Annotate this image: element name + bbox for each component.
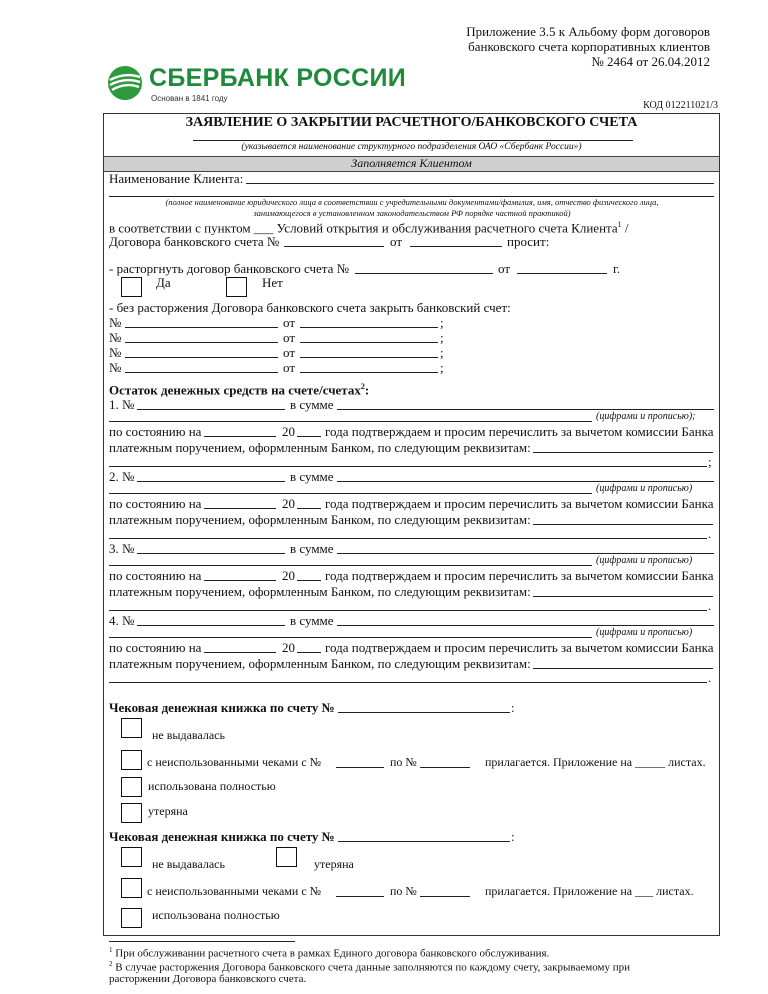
- balance-payment-text: платежным поручением, оформленным Банком, по следующим реквизитам:: [109, 512, 531, 527]
- checkbook-account-field[interactable]: [338, 712, 510, 713]
- branch-name-line[interactable]: [193, 140, 633, 141]
- unused-checks-checkbox[interactable]: [121, 878, 142, 898]
- close-account-semicolon: ;: [440, 330, 444, 345]
- balance-requisites-field-2[interactable]: [109, 466, 707, 467]
- footnote-separator: [109, 941, 295, 942]
- balance-sum-words-field[interactable]: [109, 637, 592, 638]
- balance-end-mark: ;: [708, 454, 712, 469]
- terminate-year-suffix: г.: [613, 261, 621, 276]
- balance-sum-label: в сумме: [290, 613, 334, 628]
- unused-checks-from-field[interactable]: [336, 767, 384, 768]
- balance-heading: Остаток денежных средств на счете/счетах$^2$:: [109, 382, 370, 398]
- close-account-semicolon: ;: [440, 315, 444, 330]
- balance-sum-note: (цифрами и прописью): [596, 627, 693, 638]
- footnote-2-continued: расторжении Договора банковского счета.: [109, 973, 307, 985]
- form-code: КОД 012211021/3: [643, 100, 718, 111]
- balance-state-label: по состоянию на: [109, 496, 202, 511]
- balance-year-field[interactable]: [297, 436, 321, 437]
- balance-state-date-field[interactable]: [204, 436, 276, 437]
- close-account-date-field[interactable]: [300, 372, 438, 373]
- balance-confirm-text: года подтверждаем и просим перечислить за вычетом комиссии Банка: [325, 424, 714, 439]
- not-issued-label: не выдавалась: [152, 728, 225, 742]
- account-number-sign: №: [109, 345, 122, 360]
- unused-checks-to-field[interactable]: [420, 767, 470, 768]
- close-account-from-label: от: [283, 360, 296, 375]
- used-fully-checkbox[interactable]: [121, 908, 142, 928]
- contract-date-field[interactable]: [410, 246, 502, 247]
- balance-sum-label: в сумме: [290, 397, 334, 412]
- balance-account-label: 1. №: [109, 397, 135, 412]
- checkbook-heading: Чековая денежная книжка по счету №: [109, 700, 335, 715]
- logo-tagline: Основан в 1841 году: [151, 94, 228, 103]
- balance-sum-note: (цифрами и прописью);: [596, 411, 696, 422]
- balance-requisites-field-2[interactable]: [109, 538, 707, 539]
- unused-checks-from-field[interactable]: [336, 896, 384, 897]
- accordance-line: в соответствии с пунктом ___ Условий открытия и обслуживания расчетного счета Клиента$^1$ /: [109, 220, 629, 236]
- unused-checks-from-label: с неиспользованными чеками с №: [147, 755, 322, 769]
- unused-checks-attached-label: прилагается. Приложение на _____ листах.: [485, 755, 706, 769]
- balance-end-mark: .: [708, 526, 712, 541]
- balance-requisites-field[interactable]: [533, 596, 713, 597]
- checkbook-account-field[interactable]: [338, 841, 510, 842]
- close-account-semicolon: ;: [440, 360, 444, 375]
- unused-checks-checkbox[interactable]: [121, 750, 142, 770]
- not-issued-checkbox[interactable]: [121, 847, 142, 867]
- balance-requisites-field[interactable]: [533, 524, 713, 525]
- balance-end-mark: .: [708, 670, 712, 685]
- close-account-date-field[interactable]: [300, 327, 438, 328]
- unused-checks-to-field[interactable]: [420, 896, 470, 897]
- close-account-number-field[interactable]: [125, 342, 278, 343]
- form-title: ЗАЯВЛЕНИЕ О ЗАКРЫТИИ РАСЧЕТНОГО/БАНКОВСКОГО СЧЕТА: [185, 115, 638, 130]
- balance-state-date-field[interactable]: [204, 580, 276, 581]
- contract-label: Договора банковского счета №: [109, 234, 280, 249]
- balance-payment-text: платежным поручением, оформленным Банком, по следующим реквизитам:: [109, 656, 531, 671]
- balance-sum-field[interactable]: [337, 409, 714, 410]
- branch-name-note: (указывается наименование структурного подразделения ОАО «Сбербанк России»): [241, 142, 582, 152]
- balance-confirm-text: года подтверждаем и просим перечислить за вычетом комиссии Банка: [325, 496, 714, 511]
- balance-sum-field[interactable]: [337, 553, 714, 554]
- balance-account-label: 2. №: [109, 469, 135, 484]
- balance-state-label: по состоянию на: [109, 640, 202, 655]
- no-label: Нет: [262, 275, 283, 290]
- close-account-number-field[interactable]: [125, 372, 278, 373]
- client-name-field[interactable]: [246, 183, 714, 184]
- balance-year-label: 20: [282, 424, 295, 439]
- balance-account-number-field[interactable]: [137, 625, 285, 626]
- balance-confirm-text: года подтверждаем и просим перечислить за вычетом комиссии Банка: [325, 640, 714, 655]
- terminate-date-field[interactable]: [517, 273, 607, 274]
- close-account-semicolon: ;: [440, 345, 444, 360]
- balance-state-label: по состоянию на: [109, 424, 202, 439]
- balance-state-label: по состоянию на: [109, 568, 202, 583]
- account-number-sign: №: [109, 330, 122, 345]
- used-fully-label: использована полностью: [152, 908, 280, 922]
- yes-label: Да: [156, 275, 171, 290]
- terminate-from-label: от: [498, 261, 511, 276]
- balance-requisites-field-2[interactable]: [109, 682, 707, 683]
- close-account-date-field[interactable]: [300, 342, 438, 343]
- not-issued-label: не выдавалась: [152, 857, 225, 871]
- request-label: просит:: [507, 234, 550, 249]
- unused-checks-to-label: по №: [390, 884, 417, 898]
- close-account-number-field[interactable]: [125, 357, 278, 358]
- balance-year-label: 20: [282, 640, 295, 655]
- client-name-label: Наименование Клиента:: [109, 171, 244, 186]
- balance-account-number-field[interactable]: [137, 481, 285, 482]
- lost-checkbox[interactable]: [276, 847, 297, 867]
- client-section-label: Заполняется Клиентом: [351, 156, 472, 170]
- client-name-note-1: (полное наименование юридического лица в соответствии с учредительными документами/фамилия, имя, отчество физического лица,: [165, 197, 659, 207]
- balance-sum-label: в сумме: [290, 469, 334, 484]
- balance-payment-text: платежным поручением, оформленным Банком, по следующим реквизитам:: [109, 584, 531, 599]
- checkbook-colon: :: [511, 700, 515, 715]
- balance-sum-note: (цифрами и прописью): [596, 483, 693, 494]
- close-account-from-label: от: [283, 345, 296, 360]
- sberbank-logo-icon: [106, 64, 144, 102]
- balance-sum-note: (цифрами и прописью): [596, 555, 693, 566]
- balance-account-label: 3. №: [109, 541, 135, 556]
- balance-sum-field[interactable]: [337, 625, 714, 626]
- balance-year-field[interactable]: [297, 508, 321, 509]
- unused-checks-attached-label: прилагается. Приложение на ___ листах.: [485, 884, 694, 898]
- lost-checkbox[interactable]: [121, 803, 142, 823]
- balance-year-label: 20: [282, 496, 295, 511]
- balance-sum-words-field[interactable]: [109, 421, 592, 422]
- checkbook-heading: Чековая денежная книжка по счету №: [109, 829, 335, 844]
- used-fully-checkbox[interactable]: [121, 777, 142, 797]
- balance-confirm-text: года подтверждаем и просим перечислить за вычетом комиссии Банка: [325, 568, 714, 583]
- close-account-number-field[interactable]: [125, 327, 278, 328]
- checkbook-colon: :: [511, 829, 515, 844]
- header-annex-line: Приложение 3.5 к Альбому форм договоров: [466, 24, 710, 39]
- balance-state-date-field[interactable]: [204, 652, 276, 653]
- contract-from-label: от: [390, 234, 403, 249]
- account-number-sign: №: [109, 315, 122, 330]
- balance-requisites-field-2[interactable]: [109, 610, 707, 611]
- logo-name: СБЕРБАНК РОССИИ: [149, 64, 407, 92]
- lost-label: утеряна: [148, 804, 188, 818]
- terminate-label: - расторгнуть договор банковского счета №: [109, 261, 350, 276]
- balance-requisites-field[interactable]: [533, 452, 713, 453]
- footnote-1: $^1$ При обслуживании расчетного счета в рамках Единого договора банковского обслуживания.: [109, 946, 550, 960]
- account-number-sign: №: [109, 360, 122, 375]
- balance-account-number-field[interactable]: [137, 553, 285, 554]
- no-checkbox[interactable]: [226, 277, 247, 297]
- footnote-2: $^2$ В случае расторжения Договора банковского счета данные заполняются по каждому счету, закрываемому при: [109, 960, 630, 974]
- balance-year-label: 20: [282, 568, 295, 583]
- unused-checks-from-label: с неиспользованными чеками с №: [147, 884, 322, 898]
- close-account-from-label: от: [283, 330, 296, 345]
- balance-sum-field[interactable]: [337, 481, 714, 482]
- unused-checks-to-label: по №: [390, 755, 417, 769]
- contract-number-field[interactable]: [284, 246, 384, 247]
- terminate-contract-number-field[interactable]: [355, 273, 493, 274]
- balance-sum-label: в сумме: [290, 541, 334, 556]
- header-number-line: № 2464 от 26.04.2012: [591, 54, 710, 69]
- lost-label: утеряна: [314, 857, 354, 871]
- balance-account-label: 4. №: [109, 613, 135, 628]
- balance-end-mark: .: [708, 598, 712, 613]
- header-album-line: банковского счета корпоративных клиентов: [468, 39, 710, 54]
- close-without-label: - без расторжения Договора банковского счета закрыть банковский счет:: [109, 300, 511, 315]
- balance-payment-text: платежным поручением, оформленным Банком, по следующим реквизитам:: [109, 440, 531, 455]
- balance-account-number-field[interactable]: [137, 409, 285, 410]
- close-account-date-field[interactable]: [300, 357, 438, 358]
- balance-requisites-field[interactable]: [533, 668, 713, 669]
- balance-state-date-field[interactable]: [204, 508, 276, 509]
- client-name-note-2: занимающегося в установленном законодательством РФ порядке частной практикой): [253, 208, 571, 218]
- balance-year-field[interactable]: [297, 580, 321, 581]
- yes-checkbox[interactable]: [121, 277, 142, 297]
- balance-year-field[interactable]: [297, 652, 321, 653]
- close-account-from-label: от: [283, 315, 296, 330]
- not-issued-checkbox[interactable]: [121, 718, 142, 738]
- balance-sum-words-field[interactable]: [109, 565, 592, 566]
- used-fully-label: использована полностью: [148, 779, 276, 793]
- balance-sum-words-field[interactable]: [109, 493, 592, 494]
